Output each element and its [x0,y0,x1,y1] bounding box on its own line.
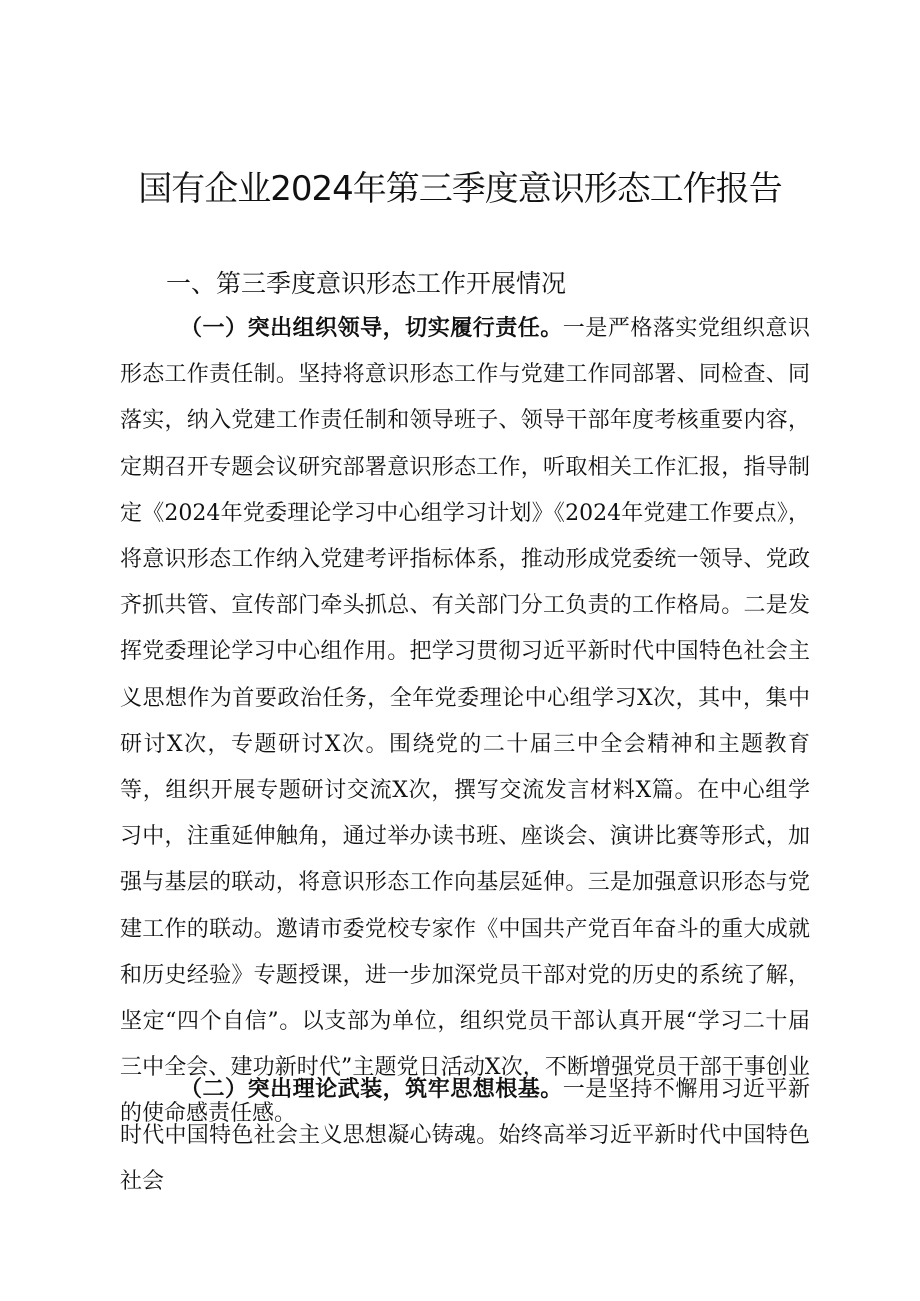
paragraph-body: 一是坚持不懈用习近平新时代中国特色社会主义思想凝心铸魂。始终高举习近平新时代中国特色社会 [120,1077,810,1195]
paragraph-lead-heading: （一）突出组织领导，切实履行责任。 [180,316,563,341]
section-heading: 一、第三季度意识形态工作开展情况 [166,269,567,298]
paragraph-organizational-leadership [120,306,810,1138]
paragraph-theoretical-armament [120,1067,810,1206]
paragraph-body: 一是严格落实党组织意识形态工作责任制。坚持将意识形态工作与党建工作同部署、同检查、同落实，纳入党建工作责任制和领导班子、领导干部年度考核重要内容，定期召开专题会议研究部署意识形态工作，听取相关工作汇报，指导制定《2024年党委理论学习中心组学习计划》《2024年党建工作要点》，将意识形态工作纳入党建考评指标体系，推动形成党委统一领导、党政齐抓共管、宣传部门牵头抓总、有关部门分工负责的工作格局。二是发挥党委理论学习中心组作用。把学习贯彻习近平新时代中国特色社会主义思想作为首要政治任务，全年党委理论中心组学习X次，其中，集中研讨X次，专题研讨X次。围绕党的二十届三中全会精神和主题教育等，组织开展专题研讨交流X次，撰写交流发言材料X篇。在中心组学习中，注重延伸触角，通过举办读书班、座谈会、演讲比赛等形式，加强与基层的联动，将意识形态工作向基层延伸。三是加强意识形态与党建工作的联动。邀请市委党校专家作《中国共产党百年奋斗的重大成就和历史经验》专题授课，进一步加深党员干部对党的历史的系统了解，坚定“四个自信”。以支部为单位，组织党员干部认真开展“学习二十届三中全会、建功新时代”主题党日活动X次，不断增强党员干部干事创业的使命感责任感。 [120,316,810,1127]
document-title: 国有企业2024年第三季度意识形态工作报告 [138,169,782,209]
paragraph-lead-heading: （二）突出理论武装，筑牢思想根基。 [180,1077,563,1102]
